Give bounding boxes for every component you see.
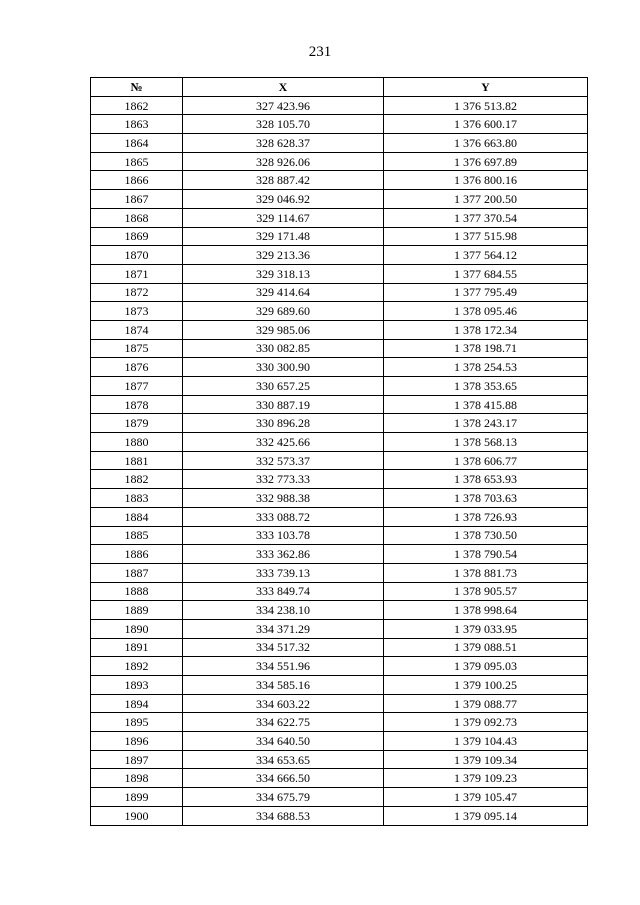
cell-x: 328 105.70	[183, 115, 384, 134]
cell-y: 1 379 104.43	[384, 732, 588, 751]
table-row	[91, 769, 588, 788]
cell-y: 1 378 353.65	[384, 377, 588, 396]
table-row	[91, 302, 588, 321]
cell-number: 1863	[91, 115, 183, 134]
table-row	[91, 152, 588, 171]
cell-x: 328 628.37	[183, 134, 384, 153]
table-row	[91, 563, 588, 582]
cell-x: 329 171.48	[183, 227, 384, 246]
cell-number: 1870	[91, 246, 183, 265]
cell-y: 1 378 568.13	[384, 433, 588, 452]
cell-y: 1 376 513.82	[384, 96, 588, 115]
cell-x: 332 573.37	[183, 451, 384, 470]
table-row	[91, 694, 588, 713]
cell-y: 1 378 881.73	[384, 563, 588, 582]
cell-x: 334 551.96	[183, 657, 384, 676]
cell-x: 334 688.53	[183, 806, 384, 825]
cell-y: 1 377 684.55	[384, 264, 588, 283]
cell-y: 1 378 905.57	[384, 582, 588, 601]
cell-x: 329 114.67	[183, 208, 384, 227]
cell-x: 329 985.06	[183, 320, 384, 339]
cell-y: 1 377 795.49	[384, 283, 588, 302]
cell-number: 1872	[91, 283, 183, 302]
cell-number: 1888	[91, 582, 183, 601]
table-row	[91, 451, 588, 470]
cell-number: 1886	[91, 545, 183, 564]
header-number: №	[91, 78, 183, 97]
cell-y: 1 376 663.80	[384, 134, 588, 153]
cell-y: 1 378 415.88	[384, 395, 588, 414]
cell-number: 1877	[91, 377, 183, 396]
cell-y: 1 378 095.46	[384, 302, 588, 321]
cell-y: 1 379 033.95	[384, 619, 588, 638]
cell-x: 330 300.90	[183, 358, 384, 377]
cell-y: 1 379 109.34	[384, 750, 588, 769]
cell-x: 333 739.13	[183, 563, 384, 582]
cell-x: 332 425.66	[183, 433, 384, 452]
table-row	[91, 676, 588, 695]
cell-y: 1 379 095.14	[384, 806, 588, 825]
cell-y: 1 378 790.54	[384, 545, 588, 564]
cell-number: 1868	[91, 208, 183, 227]
cell-number: 1895	[91, 713, 183, 732]
cell-x: 328 887.42	[183, 171, 384, 190]
coordinates-table	[90, 77, 588, 826]
cell-y: 1 376 697.89	[384, 152, 588, 171]
cell-number: 1865	[91, 152, 183, 171]
table-row	[91, 96, 588, 115]
cell-number: 1873	[91, 302, 183, 321]
table-row	[91, 507, 588, 526]
cell-number: 1876	[91, 358, 183, 377]
table-row	[91, 115, 588, 134]
table-row	[91, 638, 588, 657]
cell-y: 1 377 515.98	[384, 227, 588, 246]
cell-y: 1 376 800.16	[384, 171, 588, 190]
cell-x: 334 371.29	[183, 619, 384, 638]
table-row	[91, 339, 588, 358]
cell-x: 334 653.65	[183, 750, 384, 769]
cell-y: 1 378 998.64	[384, 601, 588, 620]
cell-number: 1893	[91, 676, 183, 695]
cell-y: 1 378 243.17	[384, 414, 588, 433]
cell-y: 1 379 092.73	[384, 713, 588, 732]
table-row	[91, 470, 588, 489]
cell-number: 1896	[91, 732, 183, 751]
cell-y: 1 379 095.03	[384, 657, 588, 676]
table-row	[91, 489, 588, 508]
cell-y: 1 378 703.63	[384, 489, 588, 508]
cell-y: 1 378 254.53	[384, 358, 588, 377]
cell-number: 1871	[91, 264, 183, 283]
cell-y: 1 378 606.77	[384, 451, 588, 470]
cell-number: 1880	[91, 433, 183, 452]
table-row	[91, 414, 588, 433]
cell-x: 334 238.10	[183, 601, 384, 620]
cell-number: 1891	[91, 638, 183, 657]
cell-x: 329 046.92	[183, 190, 384, 209]
cell-x: 332 773.33	[183, 470, 384, 489]
cell-number: 1864	[91, 134, 183, 153]
cell-number: 1874	[91, 320, 183, 339]
cell-x: 334 585.16	[183, 676, 384, 695]
cell-number: 1887	[91, 563, 183, 582]
cell-number: 1892	[91, 657, 183, 676]
table-row	[91, 264, 588, 283]
header-y: Y	[384, 78, 588, 97]
table-row	[91, 526, 588, 545]
table-row	[91, 395, 588, 414]
table-row	[91, 283, 588, 302]
cell-x: 329 689.60	[183, 302, 384, 321]
cell-number: 1878	[91, 395, 183, 414]
table-row	[91, 134, 588, 153]
table-header-row	[91, 78, 588, 97]
table-row	[91, 601, 588, 620]
table-row	[91, 619, 588, 638]
cell-number: 1885	[91, 526, 183, 545]
table-row	[91, 732, 588, 751]
table-row	[91, 788, 588, 807]
cell-number: 1890	[91, 619, 183, 638]
cell-y: 1 377 200.50	[384, 190, 588, 209]
cell-x: 330 887.19	[183, 395, 384, 414]
cell-x: 334 622.75	[183, 713, 384, 732]
cell-y: 1 379 109.23	[384, 769, 588, 788]
cell-x: 334 666.50	[183, 769, 384, 788]
cell-number: 1862	[91, 96, 183, 115]
table-row	[91, 190, 588, 209]
table-row	[91, 208, 588, 227]
cell-number: 1898	[91, 769, 183, 788]
cell-x: 334 640.50	[183, 732, 384, 751]
cell-y: 1 377 370.54	[384, 208, 588, 227]
table-row	[91, 582, 588, 601]
header-x: X	[183, 78, 384, 97]
cell-y: 1 378 172.34	[384, 320, 588, 339]
table-row	[91, 377, 588, 396]
cell-number: 1882	[91, 470, 183, 489]
table-row	[91, 750, 588, 769]
cell-x: 333 362.86	[183, 545, 384, 564]
cell-number: 1869	[91, 227, 183, 246]
cell-x: 334 517.32	[183, 638, 384, 657]
cell-number: 1900	[91, 806, 183, 825]
cell-y: 1 378 726.93	[384, 507, 588, 526]
cell-number: 1881	[91, 451, 183, 470]
cell-x: 334 603.22	[183, 694, 384, 713]
cell-x: 334 675.79	[183, 788, 384, 807]
cell-y: 1 379 088.51	[384, 638, 588, 657]
cell-number: 1899	[91, 788, 183, 807]
cell-y: 1 376 600.17	[384, 115, 588, 134]
table-row	[91, 545, 588, 564]
cell-x: 328 926.06	[183, 152, 384, 171]
cell-x: 329 414.64	[183, 283, 384, 302]
table-row	[91, 246, 588, 265]
cell-x: 333 849.74	[183, 582, 384, 601]
table-row	[91, 657, 588, 676]
page-number: 231	[308, 44, 332, 60]
cell-y: 1 379 100.25	[384, 676, 588, 695]
cell-number: 1883	[91, 489, 183, 508]
table-body	[91, 96, 588, 825]
cell-x: 330 657.25	[183, 377, 384, 396]
cell-y: 1 379 105.47	[384, 788, 588, 807]
cell-number: 1889	[91, 601, 183, 620]
table-row	[91, 358, 588, 377]
cell-x: 330 896.28	[183, 414, 384, 433]
table-row	[91, 806, 588, 825]
table-row	[91, 171, 588, 190]
cell-x: 330 082.85	[183, 339, 384, 358]
table-row	[91, 713, 588, 732]
table-row	[91, 433, 588, 452]
cell-number: 1884	[91, 507, 183, 526]
cell-x: 329 213.36	[183, 246, 384, 265]
cell-number: 1867	[91, 190, 183, 209]
cell-x: 327 423.96	[183, 96, 384, 115]
cell-y: 1 379 088.77	[384, 694, 588, 713]
cell-x: 332 988.38	[183, 489, 384, 508]
cell-number: 1875	[91, 339, 183, 358]
cell-y: 1 378 198.71	[384, 339, 588, 358]
cell-x: 329 318.13	[183, 264, 384, 283]
cell-y: 1 377 564.12	[384, 246, 588, 265]
table-row	[91, 320, 588, 339]
cell-x: 333 088.72	[183, 507, 384, 526]
cell-x: 333 103.78	[183, 526, 384, 545]
cell-number: 1894	[91, 694, 183, 713]
table-row	[91, 227, 588, 246]
cell-number: 1879	[91, 414, 183, 433]
cell-y: 1 378 730.50	[384, 526, 588, 545]
cell-number: 1866	[91, 171, 183, 190]
cell-number: 1897	[91, 750, 183, 769]
cell-y: 1 378 653.93	[384, 470, 588, 489]
